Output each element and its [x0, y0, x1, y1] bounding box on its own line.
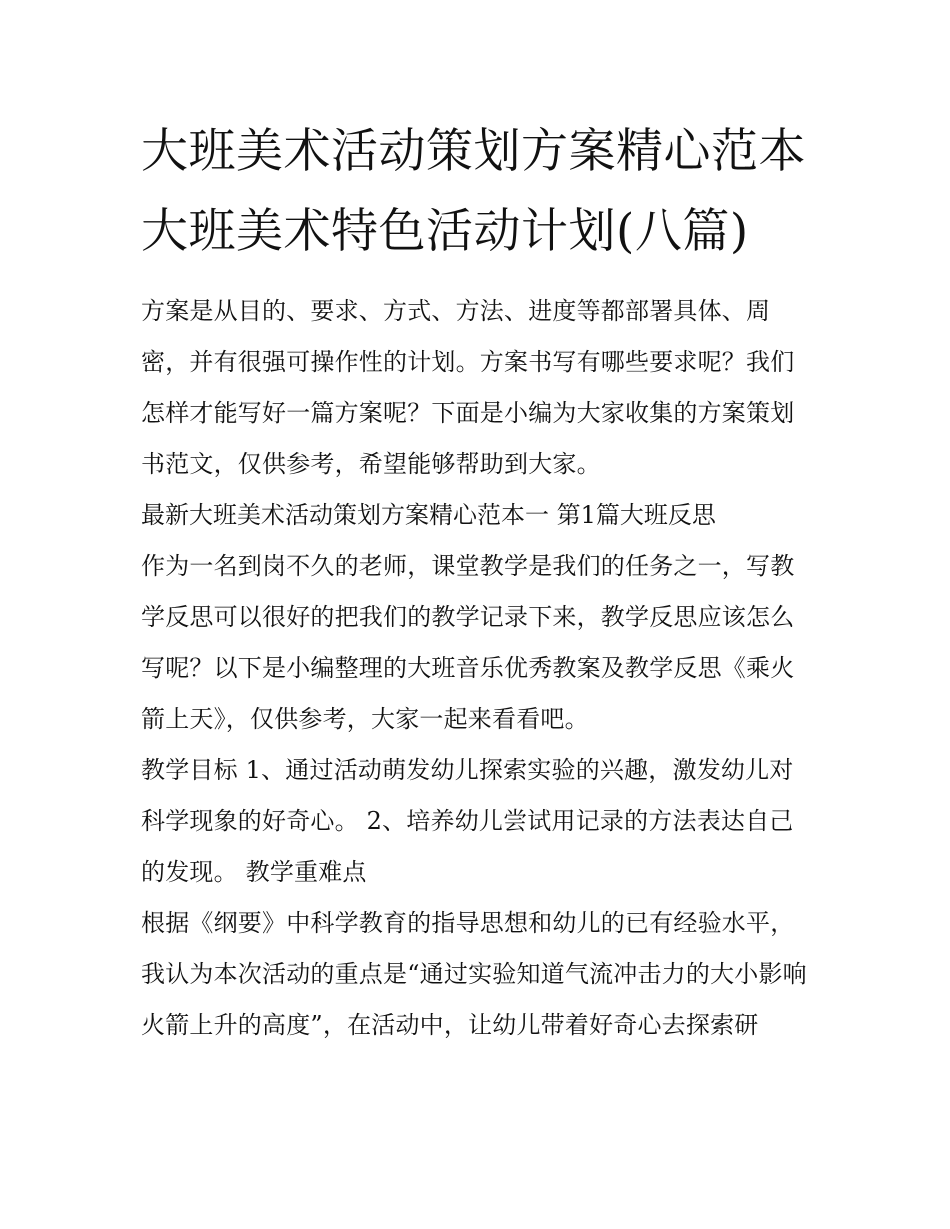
- focus-paragraph: 根据《纲要》中科学教育的指导思想和幼儿的已有经验水平，我认为本次活动的重点是“通过实验知道气流冲击力的大小影响火箭上升的高度”，在活动中，让幼儿带着好奇心去探索研: [141, 909, 807, 1039]
- intro-paragraph: 方案是从目的、要求、方式、方法、进度等都部署具体、周密，并有很强可操作性的计划。方案书写有哪些要求呢？我们怎样才能写好一篇方案呢？下面是小编为大家收集的方案策划书范文，仅供参考，希望能够帮助到大家。: [141, 297, 795, 478]
- document-body: [141, 286, 813, 1051]
- objectives-paragraph: 教学目标 1、通过活动萌发幼儿探索实验的兴趣，激发幼儿对科学现象的好奇心。 2、培养幼儿尝试用记录的方法表达自己的发现。 教学重难点: [141, 756, 794, 886]
- body-paragraph: 作为一名到岗不久的老师，课堂教学是我们的任务之一，写教学反思可以很好的把我们的教学记录下来，教学反思应该怎么写呢？以下是小编整理的大班音乐优秀教案及教学反思《乘火箭上天》，仅供参考，大家一起来看看吧。: [141, 552, 795, 733]
- section-heading: 最新大班美术活动策划方案精心范本一 第1篇大班反思: [141, 501, 716, 529]
- document-title: 大班美术活动策划方案精心范本 大班美术特色活动计划(八篇): [141, 124, 806, 259]
- document-page: [141, 112, 813, 1051]
